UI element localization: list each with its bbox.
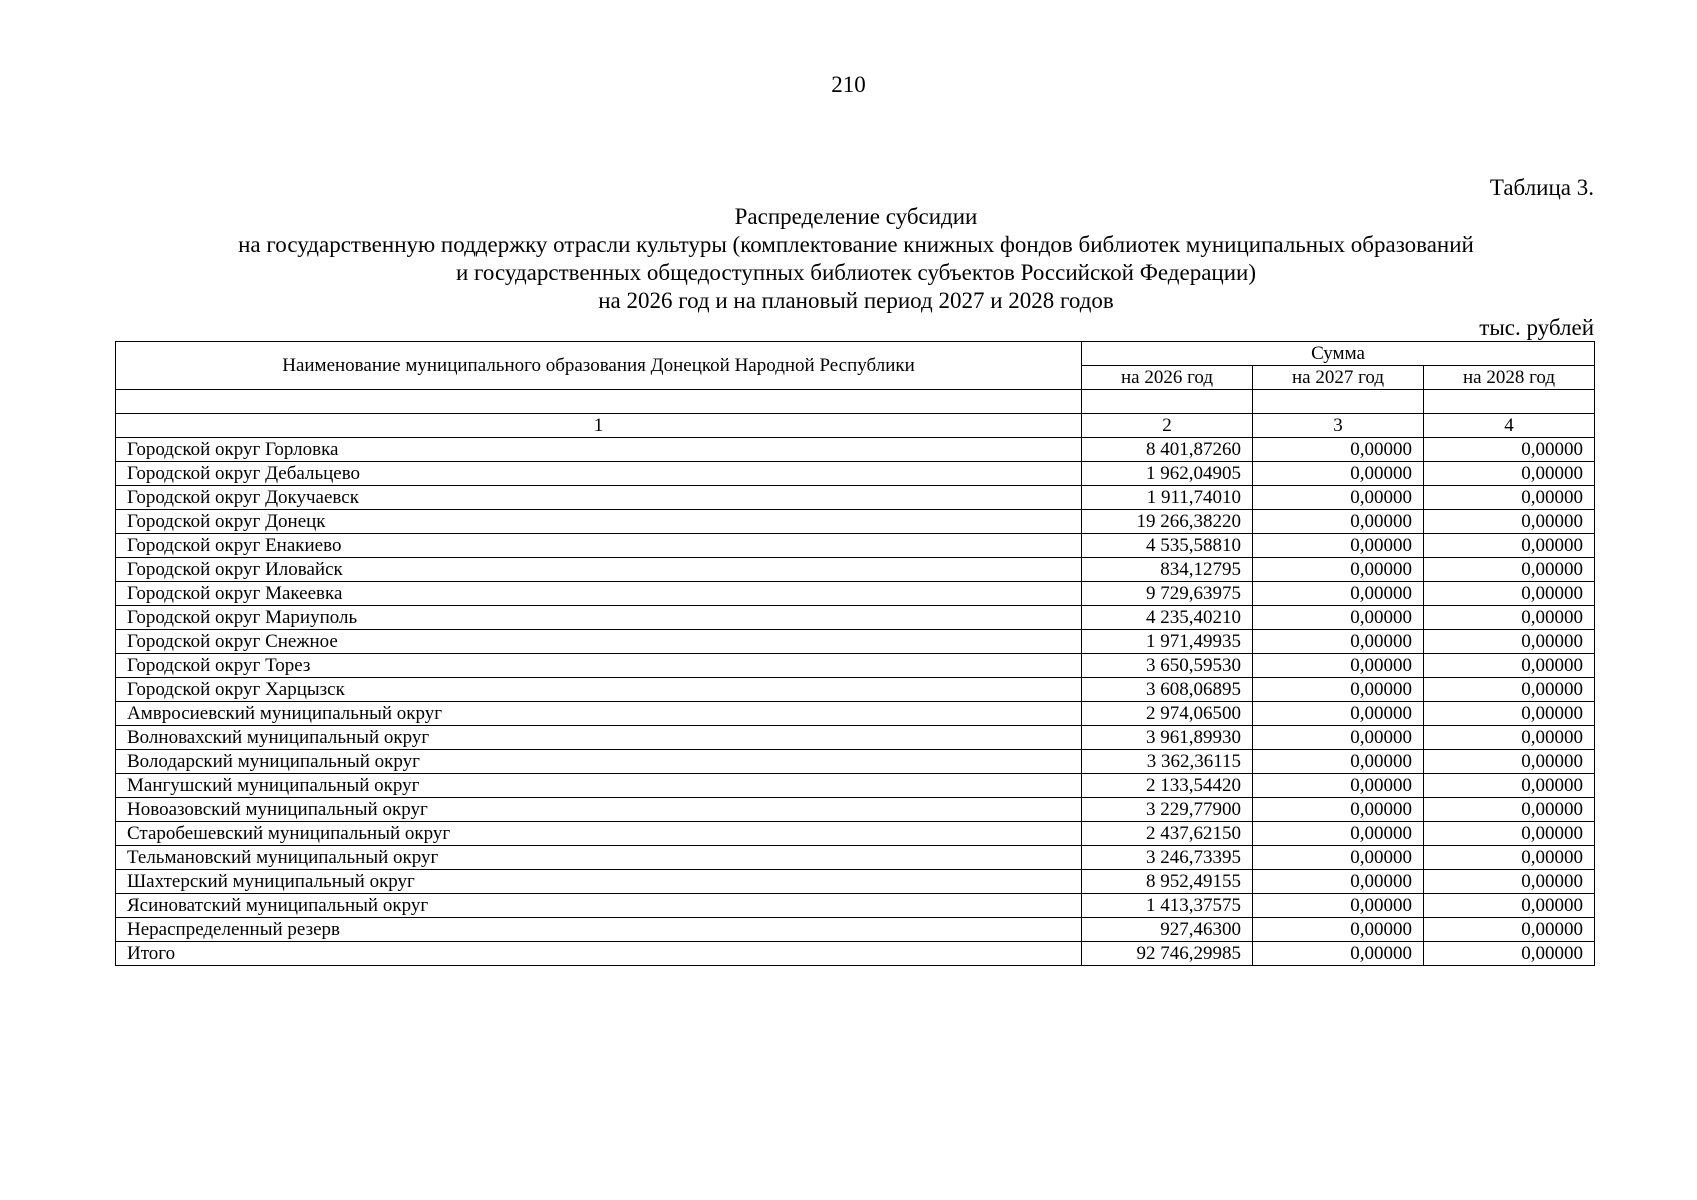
table-row [116, 774, 1595, 798]
amount-2027: 0,00000 [1253, 558, 1424, 582]
amount-2027: 0,00000 [1253, 678, 1424, 702]
municipality-name: Городской округ Донецк [116, 510, 1082, 534]
table-row [116, 462, 1595, 486]
amount-2026: 3 229,77900 [1082, 798, 1253, 822]
title-line-2: на государственную поддержку отрасли культуры (комплектование книжных фондов библиотек муниципальных образований [238, 232, 1474, 257]
amount-2028: 0,00000 [1424, 630, 1595, 654]
header-sum: Сумма [1082, 342, 1595, 366]
amount-2027: 0,00000 [1253, 534, 1424, 558]
table-row [116, 582, 1595, 606]
municipality-name: Городской округ Мариуполь [116, 606, 1082, 630]
table-row [116, 726, 1595, 750]
amount-2026: 1 413,37575 [1082, 894, 1253, 918]
municipality-name: Волновахский муниципальный округ [116, 726, 1082, 750]
amount-2027: 0,00000 [1253, 582, 1424, 606]
amount-2026: 8 952,49155 [1082, 870, 1253, 894]
municipality-name: Старобешевский муниципальный округ [116, 822, 1082, 846]
amount-2026: 1 962,04905 [1082, 462, 1253, 486]
column-number-row [116, 414, 1595, 438]
table-label: Таблица 3. [1489, 175, 1594, 200]
amount-2028: 0,00000 [1424, 894, 1595, 918]
municipality-name: Володарский муниципальный округ [116, 750, 1082, 774]
amount-2026: 1 971,49935 [1082, 630, 1253, 654]
units-label: тыс. рублей [1479, 315, 1594, 340]
municipality-name: Городской округ Горловка [116, 438, 1082, 462]
table-row [116, 702, 1595, 726]
table-row [116, 846, 1595, 870]
table-row [116, 942, 1595, 966]
table-row [116, 630, 1595, 654]
amount-2026: 2 437,62150 [1082, 822, 1253, 846]
amount-2028: 0,00000 [1424, 942, 1595, 966]
amount-2026: 3 961,89930 [1082, 726, 1253, 750]
table-row [116, 678, 1595, 702]
amount-2028: 0,00000 [1424, 798, 1595, 822]
municipality-name: Мангушский муниципальный округ [116, 774, 1082, 798]
municipality-name: Городской округ Дебальцево [116, 462, 1082, 486]
column-number: 2 [1082, 414, 1253, 438]
table-row [116, 798, 1595, 822]
amount-2027: 0,00000 [1253, 630, 1424, 654]
amount-2027: 0,00000 [1253, 870, 1424, 894]
amount-2027: 0,00000 [1253, 462, 1424, 486]
amount-2028: 0,00000 [1424, 822, 1595, 846]
amount-2026: 8 401,87260 [1082, 438, 1253, 462]
municipality-name: Ясиноватский муниципальный округ [116, 894, 1082, 918]
header-year-2026: на 2026 год [1082, 366, 1253, 390]
amount-2027: 0,00000 [1253, 846, 1424, 870]
amount-2026: 19 266,38220 [1082, 510, 1253, 534]
municipality-name: Городской округ Снежное [116, 630, 1082, 654]
amount-2027: 0,00000 [1253, 774, 1424, 798]
header-name: Наименование муниципального образования Донецкой Народной Республики [116, 342, 1082, 390]
table-row [116, 534, 1595, 558]
municipality-name: Городской округ Иловайск [116, 558, 1082, 582]
amount-2027: 0,00000 [1253, 918, 1424, 942]
table-row [116, 510, 1595, 534]
municipality-name: Тельмановский муниципальный округ [116, 846, 1082, 870]
municipality-name: Городской округ Енакиево [116, 534, 1082, 558]
amount-2027: 0,00000 [1253, 750, 1424, 774]
amount-2028: 0,00000 [1424, 606, 1595, 630]
amount-2028: 0,00000 [1424, 582, 1595, 606]
municipality-name: Новоазовский муниципальный округ [116, 798, 1082, 822]
amount-2026: 4 535,58810 [1082, 534, 1253, 558]
amount-2027: 0,00000 [1253, 798, 1424, 822]
table-row [116, 558, 1595, 582]
table-body [116, 390, 1595, 966]
amount-2028: 0,00000 [1424, 654, 1595, 678]
amount-2027: 0,00000 [1253, 606, 1424, 630]
page-number: 210 [831, 72, 866, 97]
municipality-name: Городской округ Докучаевск [116, 486, 1082, 510]
table-row [116, 438, 1595, 462]
amount-2026: 927,46300 [1082, 918, 1253, 942]
title-line-3: и государственных общедоступных библиотек субъектов Российской Федерации) [456, 260, 1256, 285]
amount-2027: 0,00000 [1253, 726, 1424, 750]
municipality-name: Городской округ Торез [116, 654, 1082, 678]
municipality-name: Амвросиевский муниципальный округ [116, 702, 1082, 726]
amount-2028: 0,00000 [1424, 510, 1595, 534]
amount-2028: 0,00000 [1424, 846, 1595, 870]
amount-2027: 0,00000 [1253, 942, 1424, 966]
amount-2027: 0,00000 [1253, 486, 1424, 510]
amount-2028: 0,00000 [1424, 678, 1595, 702]
title-line-1: Распределение субсидии [734, 204, 978, 229]
municipality-name: Городской округ Макеевка [116, 582, 1082, 606]
header-gap [116, 390, 1595, 414]
table-row [116, 870, 1595, 894]
amount-2027: 0,00000 [1253, 894, 1424, 918]
table-row [116, 918, 1595, 942]
column-number: 3 [1253, 414, 1424, 438]
amount-2026: 834,12795 [1082, 558, 1253, 582]
amount-2028: 0,00000 [1424, 702, 1595, 726]
amount-2028: 0,00000 [1424, 774, 1595, 798]
amount-2028: 0,00000 [1424, 534, 1595, 558]
amount-2027: 0,00000 [1253, 822, 1424, 846]
header-year-2028: на 2028 год [1424, 366, 1595, 390]
amount-2027: 0,00000 [1253, 510, 1424, 534]
amount-2026: 2 133,54420 [1082, 774, 1253, 798]
table-row [116, 606, 1595, 630]
column-number: 1 [116, 414, 1082, 438]
amount-2026: 92 746,29985 [1082, 942, 1253, 966]
amount-2027: 0,00000 [1253, 654, 1424, 678]
municipality-name: Шахтерский муниципальный округ [116, 870, 1082, 894]
amount-2026: 9 729,63975 [1082, 582, 1253, 606]
header-year-2027: на 2027 год [1253, 366, 1424, 390]
municipality-name: Нераспределенный резерв [116, 918, 1082, 942]
table-row [116, 822, 1595, 846]
column-number: 4 [1424, 414, 1595, 438]
amount-2026: 3 650,59530 [1082, 654, 1253, 678]
amount-2028: 0,00000 [1424, 438, 1595, 462]
subsidy-table [115, 341, 1595, 966]
amount-2028: 0,00000 [1424, 870, 1595, 894]
amount-2026: 1 911,74010 [1082, 486, 1253, 510]
amount-2028: 0,00000 [1424, 486, 1595, 510]
amount-2026: 3 246,73395 [1082, 846, 1253, 870]
amount-2028: 0,00000 [1424, 726, 1595, 750]
amount-2026: 4 235,40210 [1082, 606, 1253, 630]
title-line-4: на 2026 год и на плановый период 2027 и 2028 годов [598, 288, 1114, 313]
municipality-name: Городской округ Харцызск [116, 678, 1082, 702]
municipality-name: Итого [116, 942, 1082, 966]
table-row [116, 750, 1595, 774]
amount-2028: 0,00000 [1424, 918, 1595, 942]
amount-2028: 0,00000 [1424, 462, 1595, 486]
table-row [116, 654, 1595, 678]
amount-2026: 3 362,36115 [1082, 750, 1253, 774]
amount-2027: 0,00000 [1253, 702, 1424, 726]
table-row [116, 894, 1595, 918]
amount-2028: 0,00000 [1424, 750, 1595, 774]
amount-2026: 2 974,06500 [1082, 702, 1253, 726]
amount-2027: 0,00000 [1253, 438, 1424, 462]
amount-2028: 0,00000 [1424, 558, 1595, 582]
table-row [116, 486, 1595, 510]
document-title [115, 203, 1597, 315]
table-header [116, 342, 1595, 390]
amount-2026: 3 608,06895 [1082, 678, 1253, 702]
